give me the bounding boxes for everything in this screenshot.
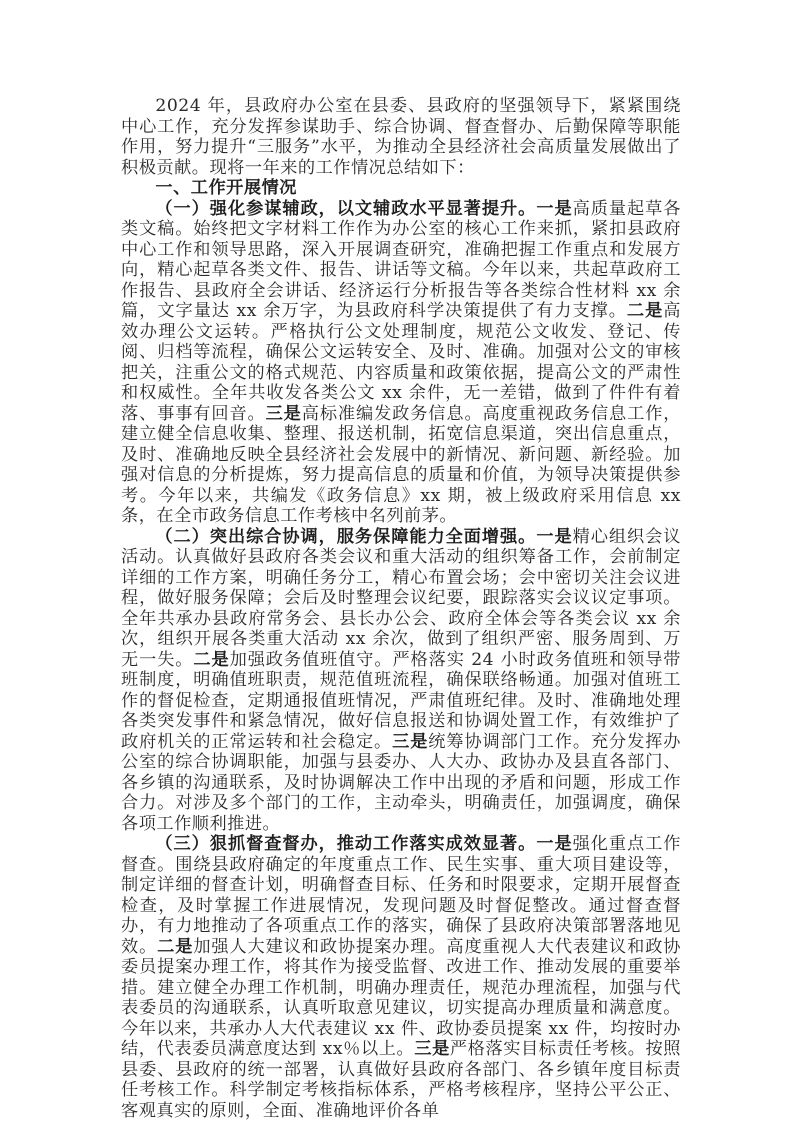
subsection-2-title: （二）突出综合协调，服务保障能力全面增强。 xyxy=(155,526,537,547)
point-lead: 二是 xyxy=(157,936,194,957)
subsection-3-paragraph xyxy=(121,834,681,1121)
subsection-1-title: （一）强化参谋辅政，以文辅政水平显著提升。 xyxy=(155,198,537,219)
point-lead: 三是 xyxy=(265,403,302,424)
document-page xyxy=(121,96,681,1121)
subsection-2-paragraph xyxy=(121,527,681,835)
point-lead: 一是 xyxy=(536,834,573,854)
point-text: 加强人大建议和政协提案办理。高度重视人大代表建议和政协委员提案办理工作，将其作为接受监督、改进工作、推动发展的重要举措。建立健全办理工作机制，明确办理责任，规范办理流程，加强与代表委员的沟通联系，认真听取意见建议，切实提高办理质量和满意度。今年以来，共承办人大代表建议 xx 件、政协委员提案 xx 件，均按时办结，代表委员满意度达到 xx％以上。 xyxy=(121,936,681,1059)
point-text: 精心组织会议活动。认真做好县政府各类会议和重大活动的组织筹备工作，会前制定详细的工作方案，明确任务分工，精心布置会场；会中密切关注会议进程，做好服务保障；会后及时整理会议纪要，跟踪落实会议议定事项。全年共承办县政府常务会、县长办公会、政府全体会等各类会议 xx 余次，组织开展各类重大活动 xx 余次，做到了组织严密、服务周到、万无一失。 xyxy=(121,526,681,670)
intro-paragraph: 2024 年，县政府办公室在县委、县政府的坚强领导下，紧紧围绕中心工作，充分发挥参谋助手、综合协调、督查督办、后勤保障等职能作用，努力提升“三服务”水平，为推动全县经济社会高质量发展做出了积极贡献。现将一年来的工作情况总结如下： xyxy=(121,96,681,178)
section-heading-work-progress: 一、工作开展情况 xyxy=(155,178,297,198)
point-text: 高质量起草各类文稿。始终把文字材料工作作为办公室的核心工作来抓，紧扣县政府中心工作和领导思路，深入开展调查研究，准确把握工作重点和发展方向，精心起草各类文件、报告、讲话等文稿。今年以来，共起草政府工作报告、县政府全会讲话、经济运行分析报告等各类综合性材料 xx 余篇，文字量达 xx 余万字，为县政府科学决策提供了有力支撑。 xyxy=(121,198,681,321)
point-text: 加强政务值班值守。严格落实 24 小时政务值班和领导带班制度，明确值班职责，规范值班流程，确保联络畅通。加强对值班工作的督促检查，定期通报值班情况，严肃值班纪律。及时、准确地处理各类突发事件和紧急情况，做好信息报送和协调处置工作，有效维护了政府机关的正常运转和社会稳定。 xyxy=(121,649,681,752)
subsection-3-title: （三）狠抓督查督办，推动工作落实成效显著。 xyxy=(155,834,537,854)
point-text: 高标准编发政务信息。高度重视政务信息工作，建立健全信息收集、整理、报送机制，拓宽信息渠道，突出信息重点，及时、准确地反映全县经济社会发展中的新情况、新问题、新经验。加强对信息的分析提炼，努力提高信息的质量和价值，为领导决策提供参考。今年以来，共编发《政务信息》xx 期，被上级政府采用信息 xx 条，在全市政务信息工作考核中名列前茅。 xyxy=(121,403,681,526)
point-lead: 三是 xyxy=(392,731,429,752)
point-lead: 一是 xyxy=(536,526,573,547)
point-lead: 一是 xyxy=(536,198,573,219)
point-text: 统筹协调部门工作。充分发挥办公室的综合协调职能，加强与县委办、人大办、政协办及县直各部门、各乡镇的沟通联系，及时协调解决工作中出现的矛盾和问题，形成工作合力。对涉及多个部门的工作，主动牵头，明确责任，加强调度，确保各项工作顺利推进。 xyxy=(121,731,681,834)
point-lead: 二是 xyxy=(193,649,230,670)
point-text: 严格落实目标责任考核。按照县委、县政府的统一部署，认真做好县政府各部门、各乡镇年度目标责任考核工作。科学制定考核指标体系，严格考核程序，坚持公平公正、客观真实的原则，全面、准确地评价各单 xyxy=(121,1039,681,1121)
subsection-1-paragraph xyxy=(121,199,681,527)
point-text: 高效办理公文运转。严格执行公文处理制度，规范公文收发、登记、传阅、归档等流程，确保公文运转安全、及时、准确。加强对公文的审核把关，注重公文的格式规范、内容质量和政策依据，提高公文的严肃性和权威性。全年共收发各类公文 xx 余件，无一差错，做到了件件有着落、事事有回音。 xyxy=(121,301,681,424)
point-lead: 二是 xyxy=(626,301,664,321)
point-text: 强化重点工作督查。围绕县政府确定的年度重点工作、民生实事、重大项目建设等，制定详细的督查计划，明确督查目标、任务和时限要求，定期开展督查检查，及时掌握工作进展情况，发现问题及时督促整改。通过督查督办，有力地推动了各项重点工作的落实，确保了县政府决策部署落地见效。 xyxy=(121,834,681,957)
point-lead: 三是 xyxy=(414,1039,450,1059)
